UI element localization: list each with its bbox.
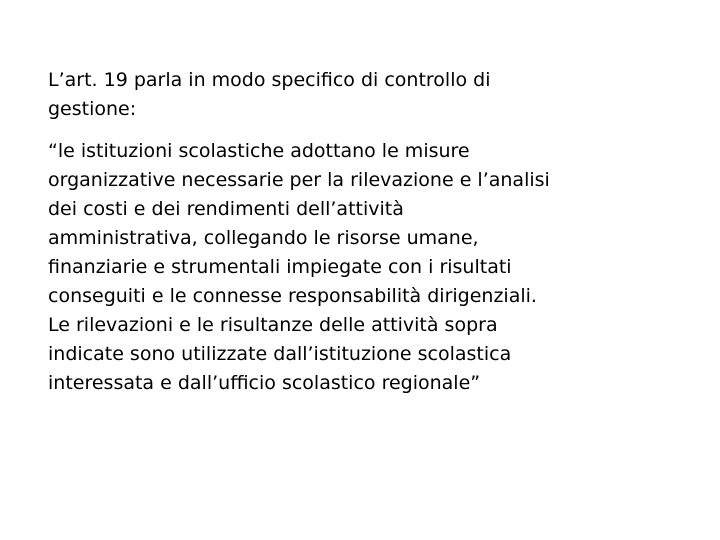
- text-line: indicate sono utilizzate dall’istituzione scolastica: [48, 343, 512, 365]
- text-line: interessata e dall’ufficio scolastico regionale”: [48, 372, 481, 394]
- slide-body-text: [48, 66, 688, 398]
- text-line: conseguiti e le connesse responsabilità dirigenziali.: [48, 285, 537, 307]
- text-line: amministrativa, collegando le risorse umane,: [48, 227, 479, 249]
- text-line: dei costi e dei rendimenti dell’attività: [48, 198, 404, 220]
- text-line: “le istituzioni scolastiche adottano le misure: [48, 140, 470, 162]
- quote-paragraph: [48, 137, 688, 398]
- text-line: organizzative necessarie per la rilevazione e l’analisi: [48, 169, 550, 191]
- text-line: finanziarie e strumentali impiegate con i risultati: [48, 256, 512, 278]
- intro-paragraph: [48, 66, 688, 124]
- text-line: L’art. 19 parla in modo specifico di controllo di: [48, 69, 491, 91]
- text-line: gestione:: [48, 98, 137, 120]
- text-line: Le rilevazioni e le risultanze delle attività sopra: [48, 314, 498, 336]
